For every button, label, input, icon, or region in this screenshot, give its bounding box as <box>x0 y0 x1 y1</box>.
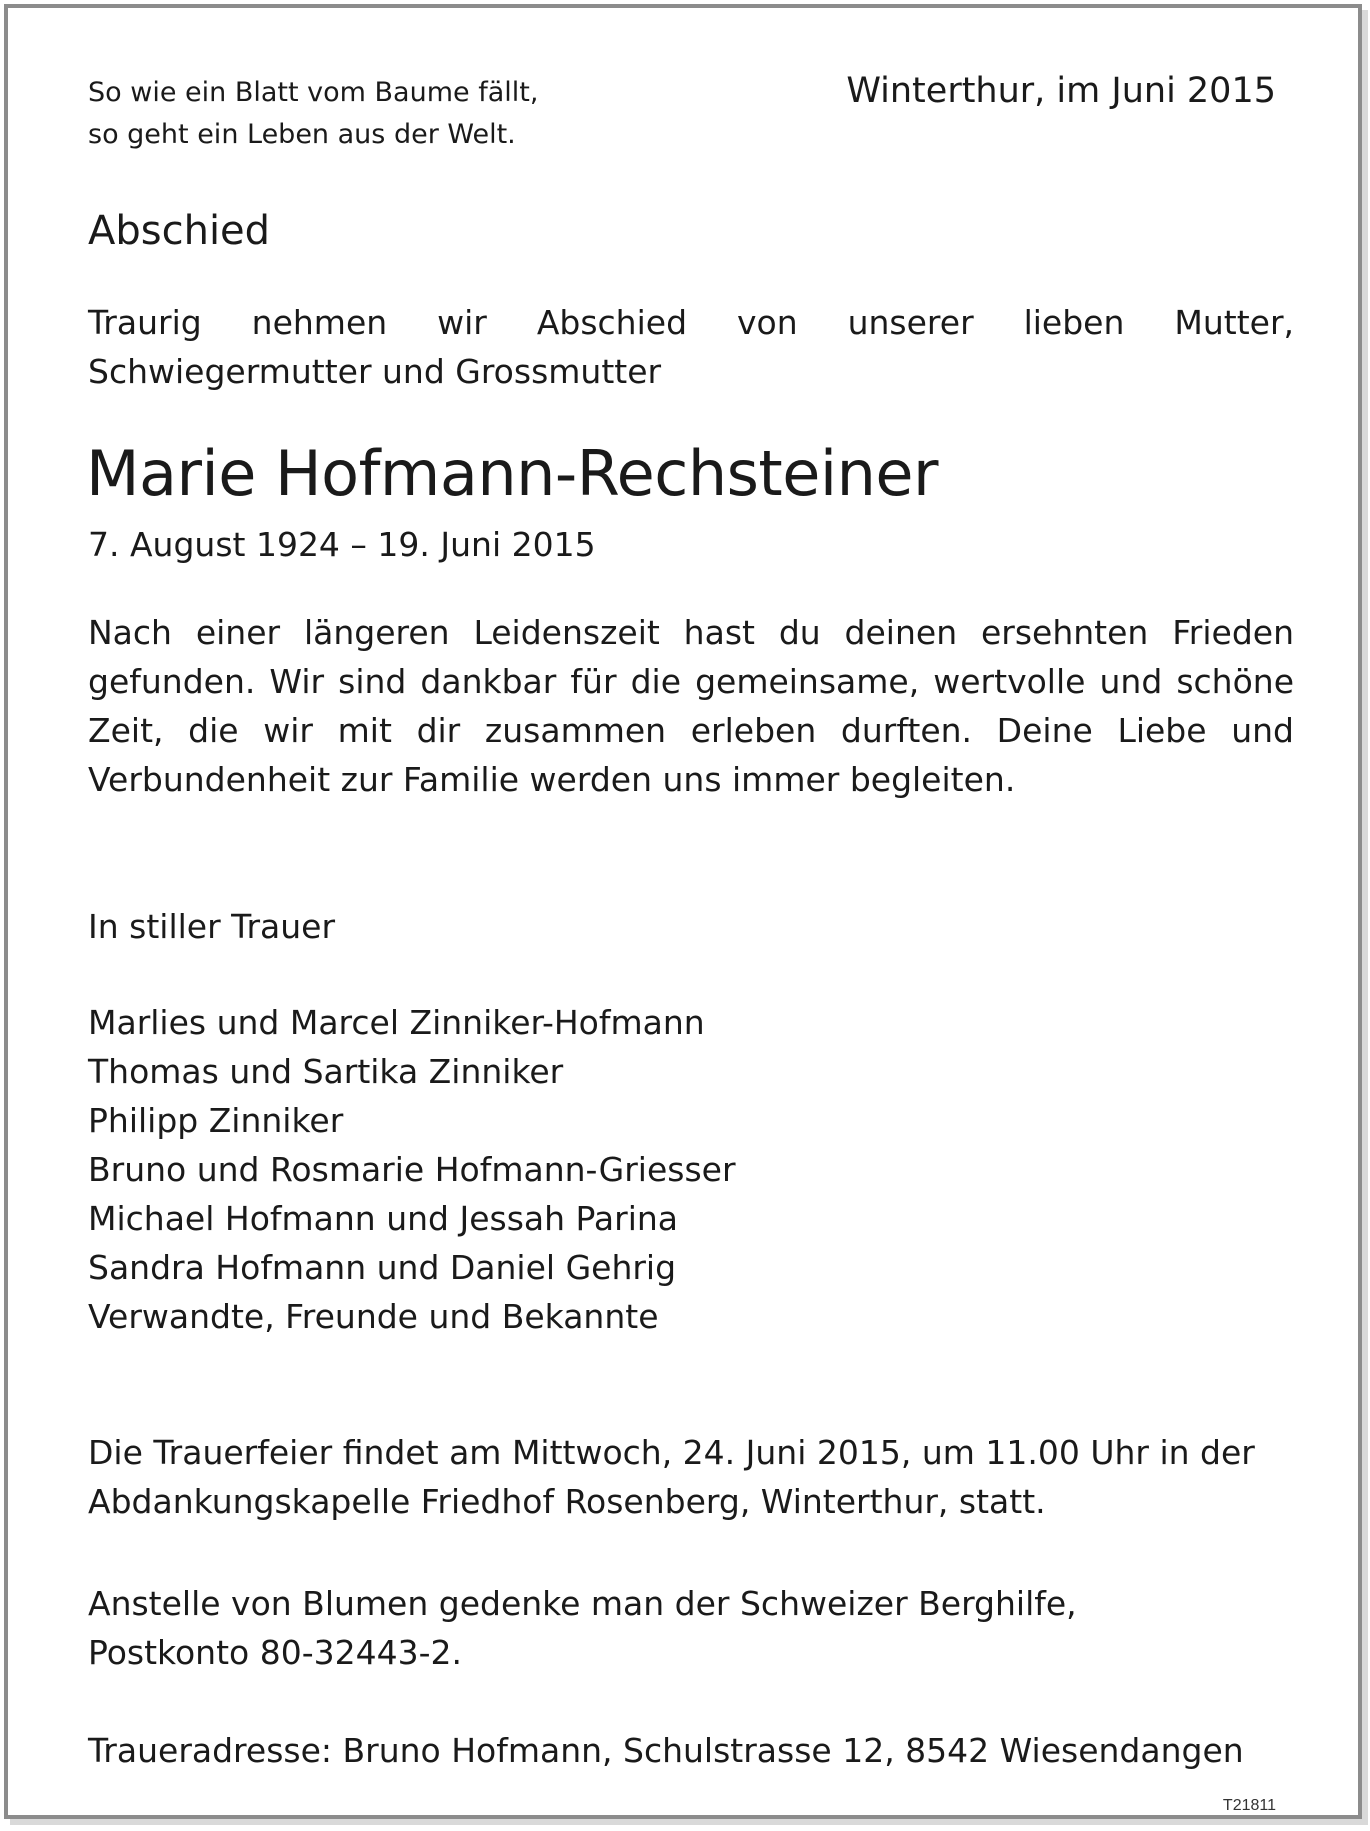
donation-line-2: Postkonto 80-32443-2. <box>88 1633 462 1672</box>
donation-line-1: Anstelle von Blumen gedenke man der Schweizer Berghilfe, <box>88 1584 1077 1623</box>
mourner: Michael Hofmann und Jessah Parina <box>88 1199 679 1238</box>
ceremony-line-2: Abdankungskapelle Friedhof Rosenberg, Winterthur, statt. <box>88 1482 1046 1521</box>
notice-frame <box>4 4 1362 1819</box>
mourner: Thomas und Sartika Zinniker <box>88 1052 564 1091</box>
mourner: Marlies und Marcel Zinniker-Hofmann <box>88 1003 705 1042</box>
mourner: Verwandte, Freunde und Bekannte <box>88 1297 659 1336</box>
mourner: Philipp Zinniker <box>88 1101 344 1140</box>
reference-code: T21811 <box>1222 1797 1276 1814</box>
farewell-message: Nach einer längeren Leidenszeit hast du deinen ersehnten Frieden gefunden. Wir sind dankbar für die gemeinsame, wertvolle und schöne Zeit, die wir mit dir zusammen erleben durften. Deine Liebe und Verbundenheit zur Familie werden uns immer begleiten. <box>88 613 1294 799</box>
notice-heading: Abschied <box>88 208 271 254</box>
motto <box>88 72 538 156</box>
ceremony-info <box>88 1428 1294 1526</box>
donation-info <box>88 1579 1077 1677</box>
ceremony-line-1: Die Trauerfeier findet am Mittwoch, 24. Juni 2015, um 11.00 Uhr in der <box>88 1433 1255 1472</box>
mourning-address: Traueradresse: Bruno Hofmann, Schulstrasse 12, 8542 Wiesendangen <box>88 1731 1244 1770</box>
place-date: Winterthur, im Juni 2015 <box>846 71 1276 111</box>
mourner: Sandra Hofmann und Daniel Gehrig <box>88 1248 677 1287</box>
intro-text: Traurig nehmen wir Abschied von unserer lieben Mutter, Schwiegermutter und Grossmutter <box>88 303 1294 391</box>
mourning-label: In stiller Trauer <box>88 907 336 946</box>
mourners-list <box>88 998 736 1341</box>
life-dates: 7. August 1924 – 19. Juni 2015 <box>88 525 596 564</box>
motto-line-2: so geht ein Leben aus der Welt. <box>88 119 516 150</box>
mourner: Bruno und Rosmarie Hofmann-Griesser <box>88 1150 736 1189</box>
motto-line-1: So wie ein Blatt vom Baume fällt, <box>88 77 539 108</box>
deceased-name: Marie Hofmann-Rechsteiner <box>86 437 939 510</box>
